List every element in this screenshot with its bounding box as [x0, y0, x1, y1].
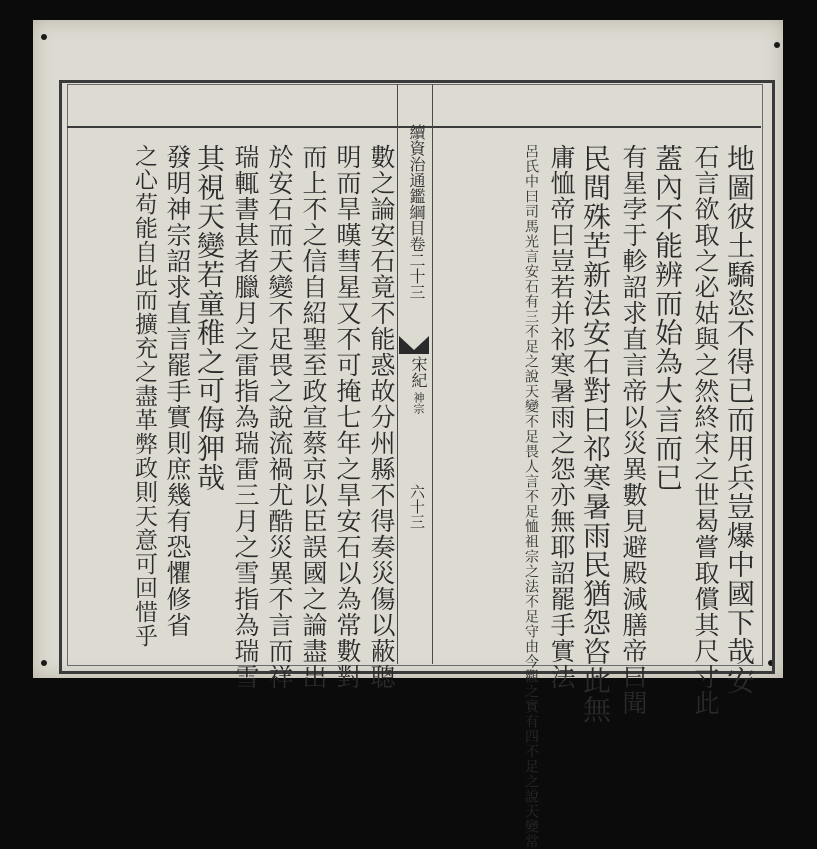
text-column: 其視天變若童稚之可侮狎哉 [193, 144, 226, 492]
binding-pin [41, 660, 47, 666]
binding-pin [774, 42, 780, 48]
gutter-section: 宋紀 [409, 356, 428, 388]
text-column: 呂氏中曰司馬光言安石有三不足之說天變不足畏人言不足恤祖宗之法不足守由今觀之實有四不足之說天變常 [523, 144, 539, 849]
text-column: 明而旱暵彗星又不可掩七年之旱安石以為常數對 [333, 144, 362, 690]
woodblock-page [33, 20, 783, 849]
text-column: 地圖彼土驕恣不得已而用兵豈爆中國下哉安 [723, 144, 756, 695]
text-column: 而上不之信自紹聖至政宣蔡京以臣誤國之論盡出 [299, 144, 328, 690]
gutter-title: 續資治通鑑綱目卷二十三 [407, 124, 426, 300]
text-column: 庸恤帝曰豈若并祁寒暑雨之怨亦無耶詔罷手實法 [547, 144, 576, 690]
text-column: 有星孛于軫詔求直言帝以災異數見避殿減膳帝曰聞 [619, 144, 648, 716]
text-column: 瑞輒書甚者臘月之雷指為瑞雷三月之雪指為瑞雪 [231, 144, 260, 690]
gutter-note: 神宗 [412, 392, 425, 414]
text-column: 民間殊苦新法安石對曰祁寒暑雨民猶怨咨此無 [579, 144, 612, 724]
text-column: 蓋內不能辨而始為大言而已 [651, 144, 684, 492]
text-column: 發明神宗詔求直言罷手實則庶幾有恐懼修省 [163, 144, 192, 638]
text-column: 之心苟能自此而擴充之盡革弊政則天意可回惜乎 [131, 144, 157, 648]
binding-pin [41, 34, 47, 40]
text-column: 數之論安石竟不能惑故分州縣不得奏災傷以蔽聰 [367, 144, 396, 690]
folio-number: 六十三 [408, 484, 426, 529]
fishtail-mark-icon [399, 336, 429, 354]
text-column: 石言欲取之必姑與之然終宋之世曷嘗取償其尺寸此 [691, 144, 720, 716]
text-column: 於安石而天變不足畏之說流禍尤酷災異不言而祥 [265, 144, 294, 690]
